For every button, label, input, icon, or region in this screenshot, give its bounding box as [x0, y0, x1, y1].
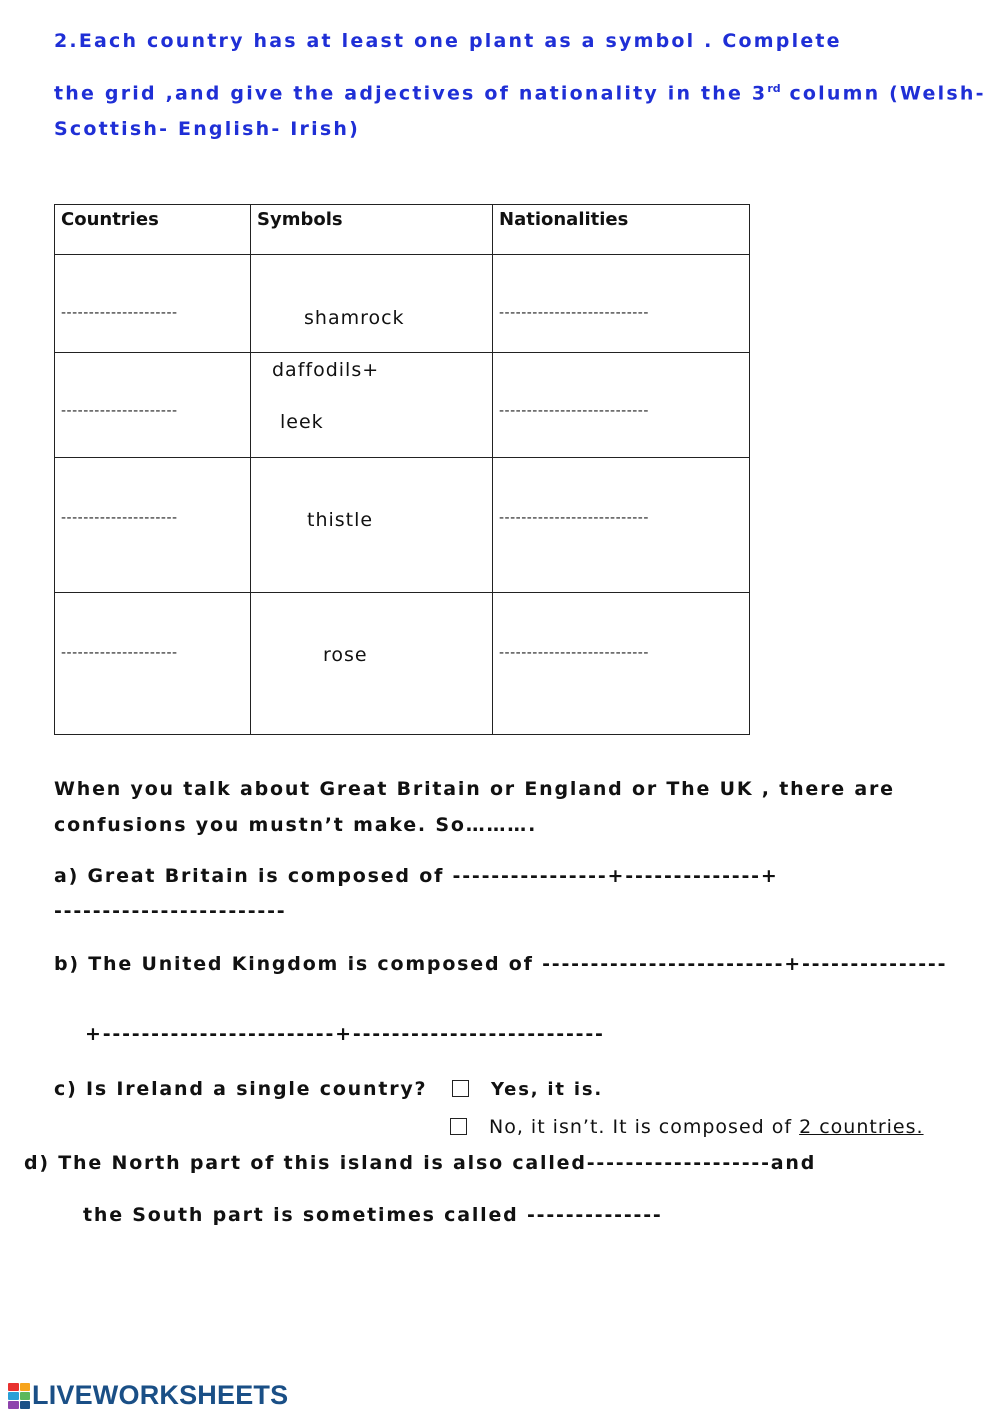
instruction-line-1: 2.Each country has at least one plant as a symbol . Complete [54, 30, 842, 52]
symbol-daffodils: daffodils+ [272, 359, 380, 381]
symbol-cell [251, 458, 493, 593]
nationality-cell[interactable] [493, 458, 750, 593]
grid-header-row [55, 205, 750, 255]
paragraph-line-1: When you talk about Great Britain or England or The UK , there are [54, 778, 895, 800]
country-cell[interactable] [55, 255, 251, 353]
table-row [55, 353, 750, 458]
nationality-blank[interactable]: --------------------------- [499, 305, 649, 321]
nationality-blank[interactable]: --------------------------- [499, 403, 649, 419]
question-d-line-2[interactable]: the South part is sometimes called -------------- [83, 1204, 663, 1226]
symbol-cell [251, 593, 493, 735]
symbols-grid [54, 204, 750, 735]
country-blank[interactable]: --------------------- [61, 403, 178, 419]
symbol-thistle: thistle [307, 509, 374, 531]
header-symbols: Symbols [251, 205, 493, 255]
option-yes-label: Yes, it is. [491, 1079, 603, 1100]
option-no-label [489, 1116, 924, 1138]
header-nationalities: Nationalities [493, 205, 750, 255]
country-cell[interactable] [55, 593, 251, 735]
logo-mark-icon [8, 1383, 30, 1409]
instruction-line-2-text: the grid ,and give the adjectives of nationality in the 3 [54, 82, 768, 105]
logo-text: LIVEWORKSHEETS [32, 1380, 289, 1410]
nationality-blank[interactable]: --------------------------- [499, 645, 649, 661]
question-a-line-2[interactable]: ------------------------ [54, 900, 287, 922]
country-blank[interactable]: --------------------- [61, 305, 178, 321]
checkbox-no[interactable] [450, 1118, 467, 1135]
question-c: c) Is Ireland a single country? [54, 1078, 428, 1100]
nationality-blank[interactable]: --------------------------- [499, 510, 649, 526]
question-d-line-1[interactable]: d) The North part of this island is also called-------------------and [24, 1152, 817, 1174]
question-b-line-1[interactable]: b) The United Kingdom is composed of -------------------------+--------------- [54, 953, 948, 975]
question-b-line-2[interactable]: +------------------------+-------------------------- [85, 1023, 605, 1045]
nationality-cell[interactable] [493, 593, 750, 735]
symbol-leek: leek [280, 411, 324, 433]
instruction-line-2 [54, 82, 986, 104]
checkbox-yes[interactable] [452, 1080, 469, 1097]
question-a-line-1[interactable]: a) Great Britain is composed of ----------------+--------------+ [54, 865, 779, 887]
instruction-line-2-end: column (Welsh- [780, 82, 986, 105]
symbol-cell [251, 353, 493, 458]
ordinal-suffix: rd [767, 82, 781, 95]
option-no-text: No, it isn’t. It is composed of [489, 1116, 800, 1138]
symbol-shamrock: shamrock [304, 307, 405, 329]
country-blank[interactable]: --------------------- [61, 510, 178, 526]
country-cell[interactable] [55, 458, 251, 593]
header-countries: Countries [55, 205, 251, 255]
symbol-cell [251, 255, 493, 353]
nationality-cell[interactable] [493, 255, 750, 353]
liveworksheets-logo [8, 1380, 288, 1411]
table-row [55, 458, 750, 593]
option-no-underlined: 2 countries. [799, 1116, 924, 1138]
paragraph-line-2: confusions you mustn’t make. So………. [54, 814, 538, 836]
nationality-cell[interactable] [493, 353, 750, 458]
table-row [55, 255, 750, 353]
country-blank[interactable]: --------------------- [61, 645, 178, 661]
symbol-rose: rose [323, 644, 368, 666]
table-row [55, 593, 750, 735]
country-cell[interactable] [55, 353, 251, 458]
instruction-line-3: Scottish- English- Irish) [54, 118, 360, 140]
